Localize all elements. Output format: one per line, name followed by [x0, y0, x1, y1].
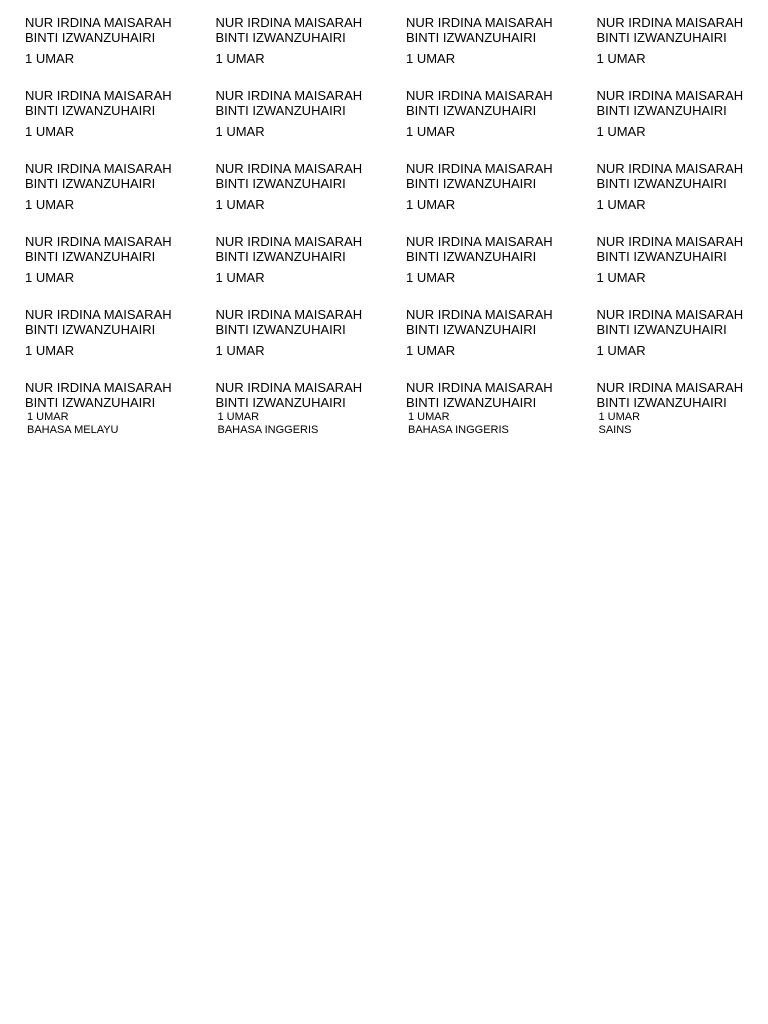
name-line-1: NUR IRDINA MAISARAH: [406, 380, 553, 395]
name-line-1: NUR IRDINA MAISARAH: [215, 15, 363, 30]
student-name: [597, 162, 768, 191]
name-label: [406, 308, 597, 381]
name-line-1: NUR IRDINA MAISARAH: [215, 380, 363, 395]
subject-name: SAINS: [598, 424, 632, 436]
name-line-2: BINTI IZWANZUHAIRI: [596, 321, 727, 337]
name-line-2: BINTI IZWANZUHAIRI: [406, 29, 537, 45]
student-name: [216, 89, 407, 118]
label-row: [25, 162, 765, 235]
name-line-2: BINTI IZWANZUHAIRI: [406, 102, 537, 118]
name-line-1: NUR IRDINA MAISARAH: [215, 88, 363, 103]
name-line-2: BINTI IZWANZUHAIRI: [596, 102, 727, 118]
label-row: [25, 381, 765, 437]
class-name: 1 UMAR: [25, 51, 75, 66]
name-line-1: NUR IRDINA MAISARAH: [25, 15, 172, 30]
name-line-1: NUR IRDINA MAISARAH: [25, 307, 172, 322]
name-line-1: NUR IRDINA MAISARAH: [406, 161, 553, 176]
name-line-2: BINTI IZWANZUHAIRI: [25, 102, 156, 118]
label-row: [25, 89, 765, 162]
class-name: 1 UMAR: [215, 51, 265, 66]
student-name: [25, 381, 216, 410]
class-name: 1 UMAR: [215, 270, 265, 285]
name-line-2: BINTI IZWANZUHAIRI: [25, 29, 156, 45]
name-label: [216, 308, 407, 381]
name-line-2: BINTI IZWANZUHAIRI: [215, 29, 346, 45]
student-name: [25, 16, 216, 45]
name-line-1: NUR IRDINA MAISARAH: [406, 234, 553, 249]
student-name: [216, 16, 407, 45]
name-line-1: NUR IRDINA MAISARAH: [215, 307, 363, 322]
name-line-2: BINTI IZWANZUHAIRI: [215, 394, 346, 410]
class-name: 1 UMAR: [217, 411, 260, 423]
name-line-1: NUR IRDINA MAISARAH: [406, 15, 553, 30]
name-line-2: BINTI IZWANZUHAIRI: [25, 321, 156, 337]
name-label: [25, 16, 216, 89]
name-label: [406, 381, 597, 437]
student-name: [25, 308, 216, 337]
student-name: [406, 162, 597, 191]
label-sheet: [25, 16, 765, 437]
class-name: 1 UMAR: [406, 270, 456, 285]
name-label: [216, 235, 407, 308]
name-label: [216, 162, 407, 235]
student-name: [216, 235, 407, 264]
class-name: 1 UMAR: [215, 124, 265, 139]
name-label: [597, 89, 768, 162]
name-line-1: NUR IRDINA MAISARAH: [596, 234, 744, 249]
student-name: [597, 381, 768, 410]
student-name: [216, 308, 407, 337]
name-label: [406, 162, 597, 235]
name-label: [25, 235, 216, 308]
name-label: [216, 381, 407, 437]
student-name: [597, 89, 768, 118]
student-name: [597, 235, 768, 264]
name-line-2: BINTI IZWANZUHAIRI: [596, 394, 727, 410]
name-label: [597, 16, 768, 89]
name-line-2: BINTI IZWANZUHAIRI: [406, 175, 537, 191]
label-row: [25, 235, 765, 308]
name-label: [25, 89, 216, 162]
name-line-2: BINTI IZWANZUHAIRI: [406, 321, 537, 337]
name-label: [597, 308, 768, 381]
name-label: [25, 381, 216, 437]
name-line-1: NUR IRDINA MAISARAH: [25, 161, 172, 176]
class-name: 1 UMAR: [406, 124, 456, 139]
class-name: 1 UMAR: [596, 124, 646, 139]
name-line-1: NUR IRDINA MAISARAH: [25, 234, 172, 249]
name-label: [406, 16, 597, 89]
name-label: [597, 235, 768, 308]
class-name: 1 UMAR: [408, 411, 450, 423]
name-line-1: NUR IRDINA MAISARAH: [596, 15, 744, 30]
class-name: 1 UMAR: [406, 51, 456, 66]
student-name: [25, 89, 216, 118]
name-line-1: NUR IRDINA MAISARAH: [406, 307, 553, 322]
name-line-2: BINTI IZWANZUHAIRI: [25, 175, 156, 191]
name-line-2: BINTI IZWANZUHAIRI: [596, 248, 727, 264]
name-line-2: BINTI IZWANZUHAIRI: [406, 394, 537, 410]
class-name: 1 UMAR: [215, 197, 265, 212]
class-name: 1 UMAR: [25, 270, 75, 285]
class-name: 1 UMAR: [27, 411, 69, 423]
student-name: [406, 235, 597, 264]
student-name: [597, 308, 768, 337]
student-name: [25, 162, 216, 191]
class-name: 1 UMAR: [596, 343, 646, 358]
student-name: [406, 308, 597, 337]
name-line-2: BINTI IZWANZUHAIRI: [596, 29, 727, 45]
subject-name: BAHASA INGGERIS: [217, 424, 319, 436]
class-name: 1 UMAR: [406, 343, 456, 358]
class-name: 1 UMAR: [596, 51, 646, 66]
subject-name: BAHASA MELAYU: [27, 424, 119, 436]
name-label: [25, 308, 216, 381]
name-line-2: BINTI IZWANZUHAIRI: [25, 394, 156, 410]
name-line-2: BINTI IZWANZUHAIRI: [406, 248, 537, 264]
name-line-2: BINTI IZWANZUHAIRI: [215, 102, 346, 118]
name-line-2: BINTI IZWANZUHAIRI: [215, 175, 346, 191]
student-name: [406, 16, 597, 45]
name-label: [216, 89, 407, 162]
student-name: [406, 89, 597, 118]
name-line-1: NUR IRDINA MAISARAH: [596, 380, 744, 395]
class-name: 1 UMAR: [25, 197, 75, 212]
name-line-1: NUR IRDINA MAISARAH: [215, 234, 363, 249]
name-line-1: NUR IRDINA MAISARAH: [596, 88, 744, 103]
name-line-2: BINTI IZWANZUHAIRI: [596, 175, 727, 191]
class-name: 1 UMAR: [596, 270, 646, 285]
student-name: [597, 16, 768, 45]
name-label: [406, 89, 597, 162]
label-row: [25, 308, 765, 381]
name-line-1: NUR IRDINA MAISARAH: [25, 380, 172, 395]
name-line-2: BINTI IZWANZUHAIRI: [215, 248, 346, 264]
class-name: 1 UMAR: [25, 124, 75, 139]
name-line-1: NUR IRDINA MAISARAH: [25, 88, 172, 103]
name-line-2: BINTI IZWANZUHAIRI: [215, 321, 346, 337]
subject-name: BAHASA INGGERIS: [408, 424, 509, 436]
name-label: [597, 162, 768, 235]
name-label: [216, 16, 407, 89]
name-label: [25, 162, 216, 235]
student-name: [406, 381, 597, 410]
name-line-1: NUR IRDINA MAISARAH: [596, 161, 744, 176]
name-label: [406, 235, 597, 308]
class-name: 1 UMAR: [598, 411, 641, 423]
class-name: 1 UMAR: [406, 197, 456, 212]
name-line-1: NUR IRDINA MAISARAH: [406, 88, 553, 103]
student-name: [216, 381, 407, 410]
student-name: [216, 162, 407, 191]
name-line-2: BINTI IZWANZUHAIRI: [25, 248, 156, 264]
name-label: [597, 381, 768, 437]
class-name: 1 UMAR: [215, 343, 265, 358]
name-line-1: NUR IRDINA MAISARAH: [215, 161, 363, 176]
label-row: [25, 16, 765, 89]
name-line-1: NUR IRDINA MAISARAH: [596, 307, 744, 322]
class-name: 1 UMAR: [25, 343, 75, 358]
student-name: [25, 235, 216, 264]
class-name: 1 UMAR: [596, 197, 646, 212]
